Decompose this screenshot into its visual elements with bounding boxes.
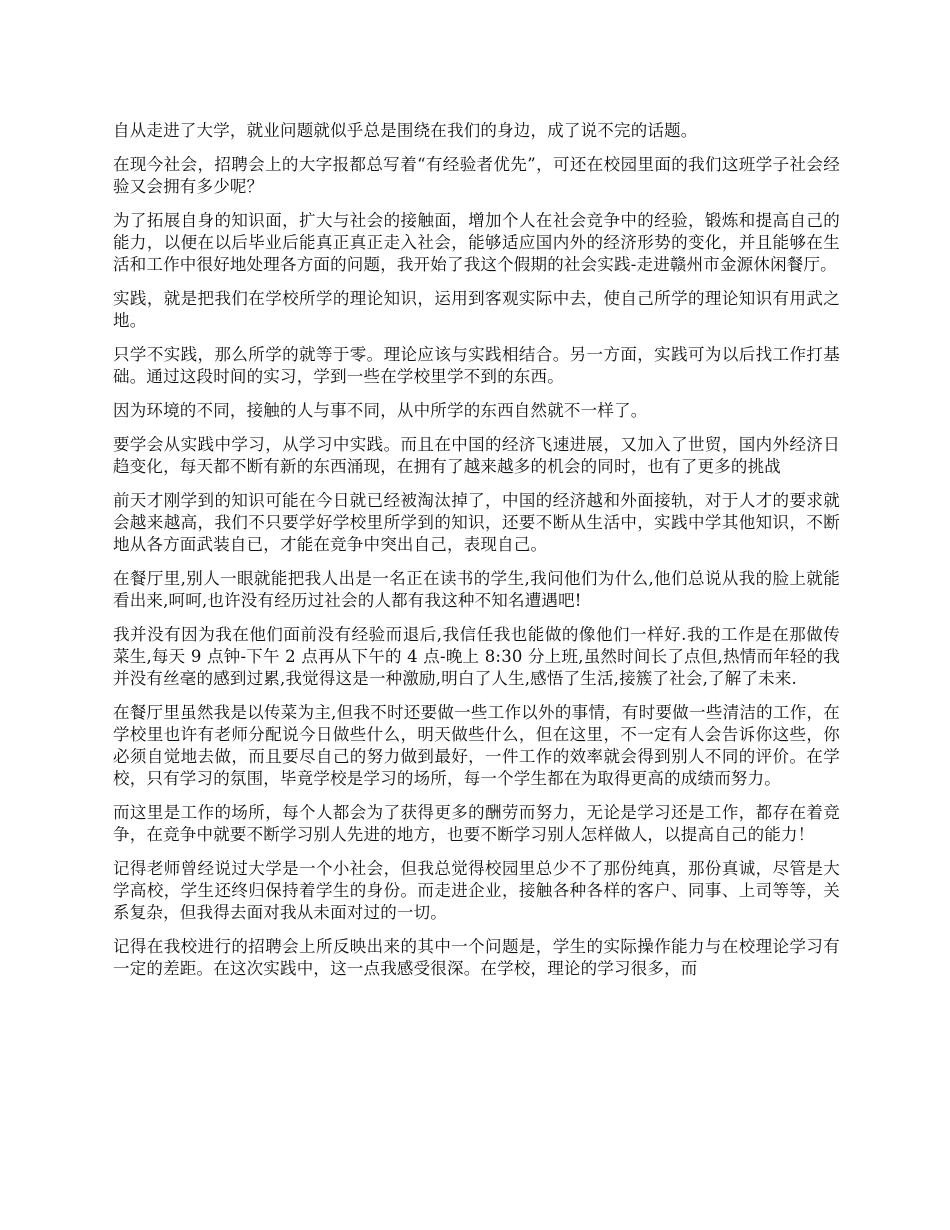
paragraph-13: 记得老师曾经说过大学是一个小社会，但我总觉得校园里总少不了那份纯真，那份真诚，尽管是大学高校，学生还终归保持着学生的身份。而走进企业，接触各种各样的客户、同事、上司等等，关系复杂，但我得去面对我从未面对过的一切。 <box>113 859 840 922</box>
paragraph-4: 实践，就是把我们在学校所学的理论知识，运用到客观实际中去，使自己所学的理论知识有用武之地。 <box>113 289 840 330</box>
paragraph-5: 只学不实践，那么所学的就等于零。理论应该与实践相结合。另一方面，实践可为以后找工作打基础。通过这段时间的实习，学到一些在学校里学不到的东西。 <box>113 345 840 386</box>
paragraph-1: 自从走进了大学，就业问题就似乎总是围绕在我们的身边，成了说不完的话题。 <box>113 121 698 140</box>
paragraph-6: 因为环境的不同，接触的人与事不同，从中所学的东西自然就不一样了。 <box>113 401 648 420</box>
paragraph-2: 在现今社会，招聘会上的大字报都总写着“有经验者优先”，可还在校园里面的我们这班学子社会经验又会拥有多少呢？ <box>113 155 840 196</box>
paragraph-7: 要学会从实践中学习，从学习中实践。而且在中国的经济飞速进展，又加入了世贸，国内外经济日趋变化，每天都不断有新的东西涌现，在拥有了越来越多的机会的同时，也有了更多的挑战 <box>113 435 840 476</box>
document-body <box>113 120 840 1200</box>
paragraph-3: 为了拓展自身的知识面，扩大与社会的接触面，增加个人在社会竞争中的经验，锻炼和提高自己的能力，以便在以后毕业后能真正真正走入社会，能够适应国内外的经济形势的变化，并且能够在生活和工作中很好地处理各方面的问题，我开始了我这个假期的社会实践-走进赣州市金源休闲餐厅。 <box>113 211 840 274</box>
paragraph-9: 在餐厅里,别人一眼就能把我人出是一名正在读书的学生,我问他们为什么,他们总说从我的脸上就能看出来,呵呵,也许没有经历过社会的人都有我这种不知名遭遇吧! <box>113 569 840 610</box>
paragraph-14: 记得在我校进行的招聘会上所反映出来的其中一个问题是，学生的实际操作能力与在校理论学习有一定的差距。在这次实践中，这一点我感受很深。在学校，理论的学习很多，而 <box>113 937 840 978</box>
paragraph-11: 在餐厅里虽然我是以传菜为主,但我不时还要做一些工作以外的事情，有时要做一些清洁的工作，在学校里也许有老师分配说今日做些什么，明天做些什么，但在这里，不一定有人会告诉你这些，你必须自觉地去做，而且要尽自己的努力做到最好，一件工作的效率就会得到别人不同的评价。在学校，只有学习的氛围，毕竟学校是学习的场所，每一个学生都在为取得更高的成绩而努力。 <box>113 703 840 788</box>
paragraph-10: 我并没有因为我在他们面前没有经验而退后,我信任我也能做的像他们一样好.我的工作是在那做传菜生,每天 9 点钟-下午 2 点再从下午的 4 点-晚上 8:30 分上班,虽然时间长了点但,热情而年轻的我并没有丝毫的感到过累,我觉得这是一种激励,明白了人生,感悟了生活,接簇了社会,了解了未来. <box>113 625 840 688</box>
paragraph-8: 前天才刚学到的知识可能在今日就已经被淘汰掉了，中国的经济越和外面接轨，对于人才的要求就会越来越高，我们不只要学好学校里所学到的知识，还要不断从生活中，实践中学其他知识，不断地从各方面武装自已，才能在竞争中突出自己，表现自己。 <box>113 491 840 554</box>
paragraph-12: 而这里是工作的场所，每个人都会为了获得更多的酬劳而努力，无论是学习还是工作，都存在着竞争，在竞争中就要不断学习别人先进的地方，也要不断学习别人怎样做人，以提高自己的能力！ <box>113 803 840 844</box>
